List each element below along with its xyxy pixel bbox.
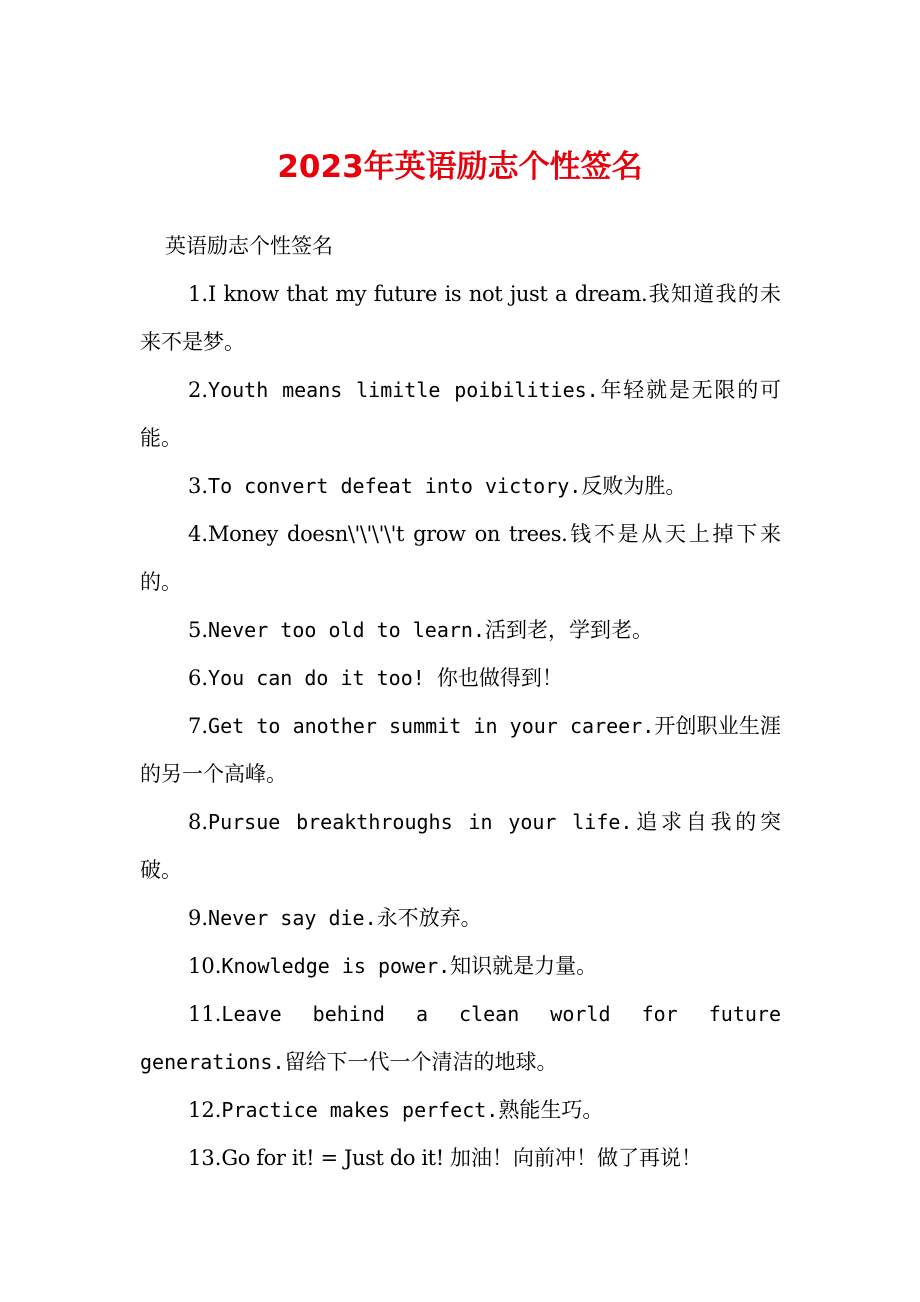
list-item-10 xyxy=(140,942,781,990)
item-chinese: 开创职业生涯的另一个高峰。 xyxy=(140,714,781,786)
item-english: Never say die. xyxy=(208,906,377,930)
list-item-11 xyxy=(140,990,781,1086)
section-subtitle: 英语励志个性签名 xyxy=(165,234,333,258)
item-number: 3. xyxy=(188,474,209,498)
item-english: Practice makes perfect. xyxy=(221,1098,499,1122)
list-item-4 xyxy=(140,510,781,606)
item-number: 9. xyxy=(188,906,209,930)
item-english: Never too old to learn. xyxy=(208,618,485,642)
item-english: I know that my future is not just a dream. xyxy=(208,282,648,306)
item-number: 8. xyxy=(188,810,209,834)
list-item-13 xyxy=(140,1134,781,1182)
item-english: Pursue breakthroughs in your life. xyxy=(208,810,633,834)
document-body xyxy=(140,222,781,1182)
item-chinese: 你也做得到！ xyxy=(436,666,563,690)
item-english: You can do it too! xyxy=(208,666,437,690)
item-chinese: 我知道我的未来不是梦。 xyxy=(140,282,782,354)
item-english: Money doesn\'\'\'\'t grow on trees. xyxy=(208,522,568,546)
list-item-12 xyxy=(140,1086,781,1134)
item-chinese: 加油！向前冲！做了再说！ xyxy=(450,1146,703,1170)
item-number: 12. xyxy=(188,1098,222,1122)
item-number: 13. xyxy=(188,1146,222,1170)
item-chinese: 留给下一代一个清洁的地球。 xyxy=(284,1050,558,1074)
item-english: Go for it! = Just do it! xyxy=(221,1146,451,1170)
item-number: 10. xyxy=(188,954,222,978)
item-chinese: 反败为胜。 xyxy=(581,474,687,498)
item-english: Get to another summit in your career. xyxy=(208,714,655,738)
item-chinese: 年轻就是无限的可能。 xyxy=(140,378,782,450)
list-item-3 xyxy=(140,462,781,510)
item-english: Youth means limitle poibilities. xyxy=(208,378,599,402)
item-number: 11. xyxy=(188,1002,222,1026)
item-chinese: 活到老，学到老。 xyxy=(485,618,653,642)
item-english: Leave behind a clean world for future generations. xyxy=(140,1002,781,1074)
list-item-9 xyxy=(140,894,781,942)
item-chinese: 追求自我的突破。 xyxy=(140,810,781,882)
item-chinese: 永不放弃。 xyxy=(376,906,482,930)
item-number: 5. xyxy=(188,618,209,642)
item-english: Knowledge is power. xyxy=(221,954,451,978)
item-number: 4. xyxy=(188,522,209,546)
item-chinese: 知识就是力量。 xyxy=(450,954,598,978)
item-english: To convert defeat into victory. xyxy=(208,474,582,498)
list-item-2 xyxy=(140,366,781,462)
item-number: 7. xyxy=(188,714,209,738)
page-title: 2023年英语励志个性签名 xyxy=(277,149,643,185)
list-item-8 xyxy=(140,798,781,894)
item-number: 1. xyxy=(188,282,209,306)
list-item-1 xyxy=(140,270,781,366)
item-chinese: 钱不是从天上掉下来的。 xyxy=(140,522,781,594)
list-item-6 xyxy=(140,654,781,702)
item-number: 6. xyxy=(188,666,209,690)
item-chinese: 熟能生巧。 xyxy=(498,1098,604,1122)
list-item-7 xyxy=(140,702,781,798)
list-item-5 xyxy=(140,606,781,654)
item-number: 2. xyxy=(188,378,209,402)
